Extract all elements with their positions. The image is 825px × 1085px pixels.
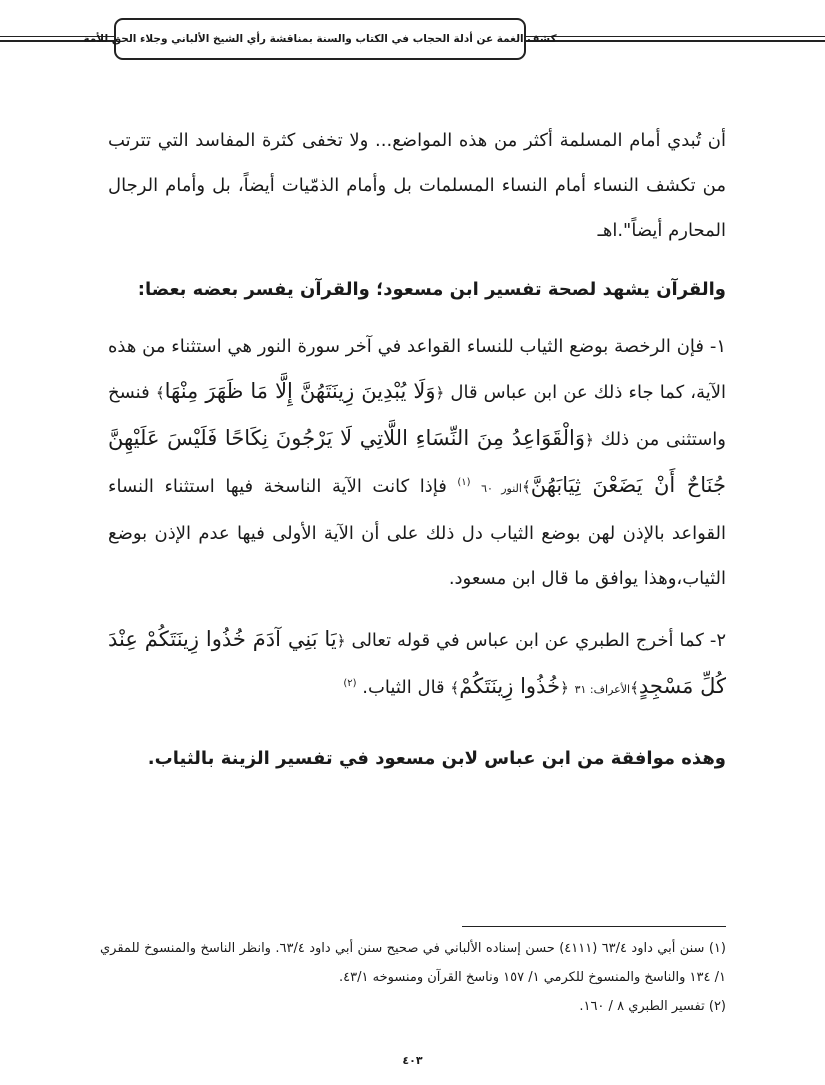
quran-verse-nur-60: وَالْقَوَاعِدُ مِنَ النِّسَاءِ اللَّاتِي لَا يَرْجُونَ نِكَاحًا فَلَيْسَ عَلَيْهِنَّ جُنَاحٌ أَنْ يَضَعْنَ ثِيَابَهُنَّ — [108, 426, 726, 497]
header-rule-right-thick — [526, 40, 825, 42]
point-2-intro: ٢- كما أخرج الطبري عن ابن عباس في قوله تعالى — [351, 630, 726, 651]
footnote-1: (١) سنن أبي داود ٦٣/٤ (٤١١١) حسن إسناده الألباني في صحيح سنن أبي داود ٦٣/٤. وانظر الناسخ والمنسوخ للمقري ١/ ١٣٤ والناسخ والمنسوخ للكرمي ١/ ١٥٧ وناسخ القرآن ومنسوخه ٤٣/١. — [100, 941, 726, 985]
verse-reference: النور ٦٠ — [481, 482, 522, 495]
footnotes — [100, 934, 726, 1021]
footnote-marker-2[interactable]: (٢) — [343, 678, 357, 689]
conclusion-sentence: وهذه موافقة من ابن عباس لابن مسعود في تفسير الزينة بالثياب. — [147, 748, 726, 769]
quran-verse-nur-31: وَلَا يُبْدِينَ زِينَتَهُنَّ إِلَّا مَا ظَهَرَ مِنْهَا — [164, 379, 436, 403]
footnote-2: (٢) تفسير الطبري ٨ / ١٦٠. — [579, 999, 726, 1014]
page-header — [0, 18, 825, 62]
point-1-conclusion: فإذا كانت الآية الناسخة فيها استثناء النساء القواعد بالإذن لهن بوضع الثياب دل ذلك على أن الآية الأولى فيها عدم الإذن بوضع الثياب،وهذا يوافق ما قال ابن مسعود. — [108, 476, 726, 589]
footnote-divider — [462, 926, 726, 927]
verse-open-bracket: ﴿ — [435, 384, 445, 402]
quran-verse-quote: خُذُوا زِينَتَكُمْ — [459, 674, 561, 698]
verse-open-bracket: ﴿ — [584, 431, 594, 449]
quran-verse-araf-31: يَا بَنِي آدَمَ خُذُوا زِينَتَكُمْ عِنْدَ كُلِّ مَسْجِدٍ — [108, 627, 726, 698]
footnote-marker-1[interactable]: (١) — [457, 477, 471, 488]
main-text — [108, 118, 726, 781]
book-title: كشف الغمة عن أدلة الحجاب في الكتاب والسنة بمناقشة رأي الشيخ الألباني وجلاء الحق للأمة — [114, 18, 526, 60]
verse-close-bracket: ﴾ — [630, 679, 639, 697]
verse-reference: الأعراف: ٣١ — [574, 683, 631, 696]
point-1-transition: فنسخ واستثنى من ذلك — [108, 382, 726, 450]
point-1-intro: ١- فإن الرخصة بوضع الثياب للنساء القواعد في آخر سورة النور هي استثناء من هذه الآية، كما جاء ذلك عن ابن عباس قال — [108, 336, 726, 403]
point-2-answer: قال الثياب. — [362, 677, 445, 698]
section-heading: والقرآن يشهد لصحة تفسير ابن مسعود؛ والقرآن يفسر بعضه بعضا: — [137, 279, 726, 300]
verse-close-bracket: ﴾ — [155, 384, 165, 402]
verse-close-bracket: ﴾ — [521, 478, 531, 496]
verse-open-bracket: ﴿ — [560, 679, 569, 697]
paragraph-point-1 — [108, 324, 726, 601]
verse-open-bracket: ﴿ — [336, 632, 346, 650]
paragraph-quote-end: أن تُبدي أمام المسلمة أكثر من هذه المواضع... ولا تخفى كثرة المفاسد التي تترتب من تكشف النساء أمام النساء المسلمات بل وأمام الذمّيات أيضاً، بل وأمام الرجال المحارم أيضاً".اهـ — [108, 130, 726, 241]
paragraph-point-2 — [108, 617, 726, 712]
verse-close-bracket: ﴾ — [450, 679, 460, 697]
page-number: ٤٠٣ — [402, 1054, 423, 1067]
header-rule-right — [526, 36, 825, 37]
